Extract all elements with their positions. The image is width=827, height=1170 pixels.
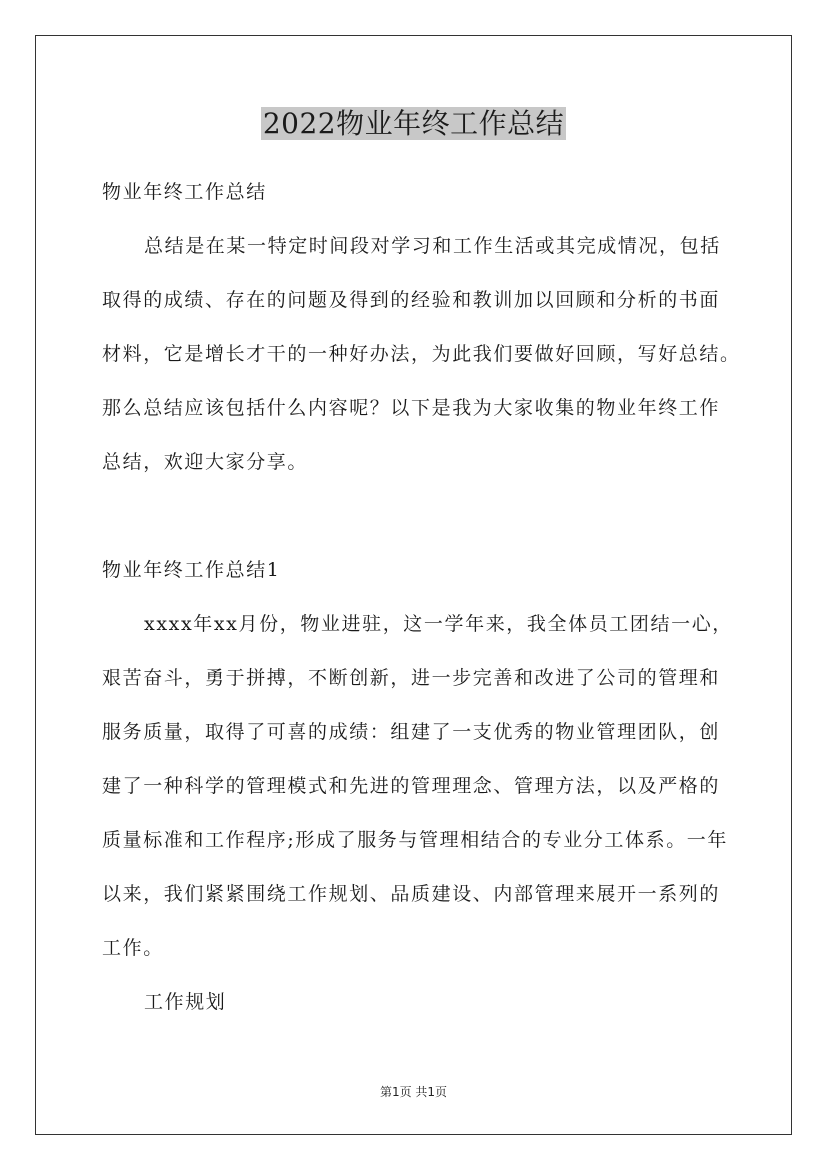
section-paragraph-line: 以来，我们紧紧围绕工作规划、品质建设、内部管理来展开一系列的 — [102, 883, 721, 905]
document-subtitle: 物业年终工作总结 — [102, 181, 267, 203]
intro-line: 那么总结应该包括什么内容呢？以下是我为大家收集的物业年终工作 — [102, 397, 721, 419]
intro-line: 取得的成绩、存在的问题及得到的经验和教训加以回顾和分析的书面 — [102, 289, 721, 311]
subheading: 工作规划 — [144, 991, 227, 1013]
section-paragraph-line: 质量标准和工作程序;形成了服务与管理相结合的专业分工体系。一年 — [102, 829, 729, 851]
page-number: 第1页 共1页 — [379, 1085, 448, 1099]
section-paragraph-line: 服务质量，取得了可喜的成绩：组建了一支优秀的物业管理团队，创 — [102, 721, 721, 743]
page-footer — [0, 1083, 827, 1100]
section-paragraph-line: 艰苦奋斗，勇于拼搏，不断创新，进一步完善和改进了公司的管理和 — [102, 667, 721, 689]
paragraph-spacer — [102, 489, 742, 543]
intro-line: 总结是在某一特定时间段对学习和工作生活或其完成情况，包括 — [144, 235, 721, 257]
section-paragraph-line: 建了一种科学的管理模式和先进的管理理念、管理方法，以及严格的 — [102, 775, 721, 797]
section-paragraph-line: 工作。 — [102, 937, 164, 959]
section-paragraph-line: xxxx年xx月份，物业进驻，这一学年来，我全体员工团结一心， — [144, 613, 733, 635]
document-body — [102, 165, 742, 1029]
document-title — [0, 103, 827, 144]
intro-line: 总结，欢迎大家分享。 — [102, 451, 309, 473]
document-title-text: 2022物业年终工作总结 — [262, 107, 565, 140]
intro-line: 材料，它是增长才干的一种好办法，为此我们要做好回顾，写好总结。 — [102, 343, 741, 365]
section-heading: 物业年终工作总结1 — [102, 559, 281, 581]
